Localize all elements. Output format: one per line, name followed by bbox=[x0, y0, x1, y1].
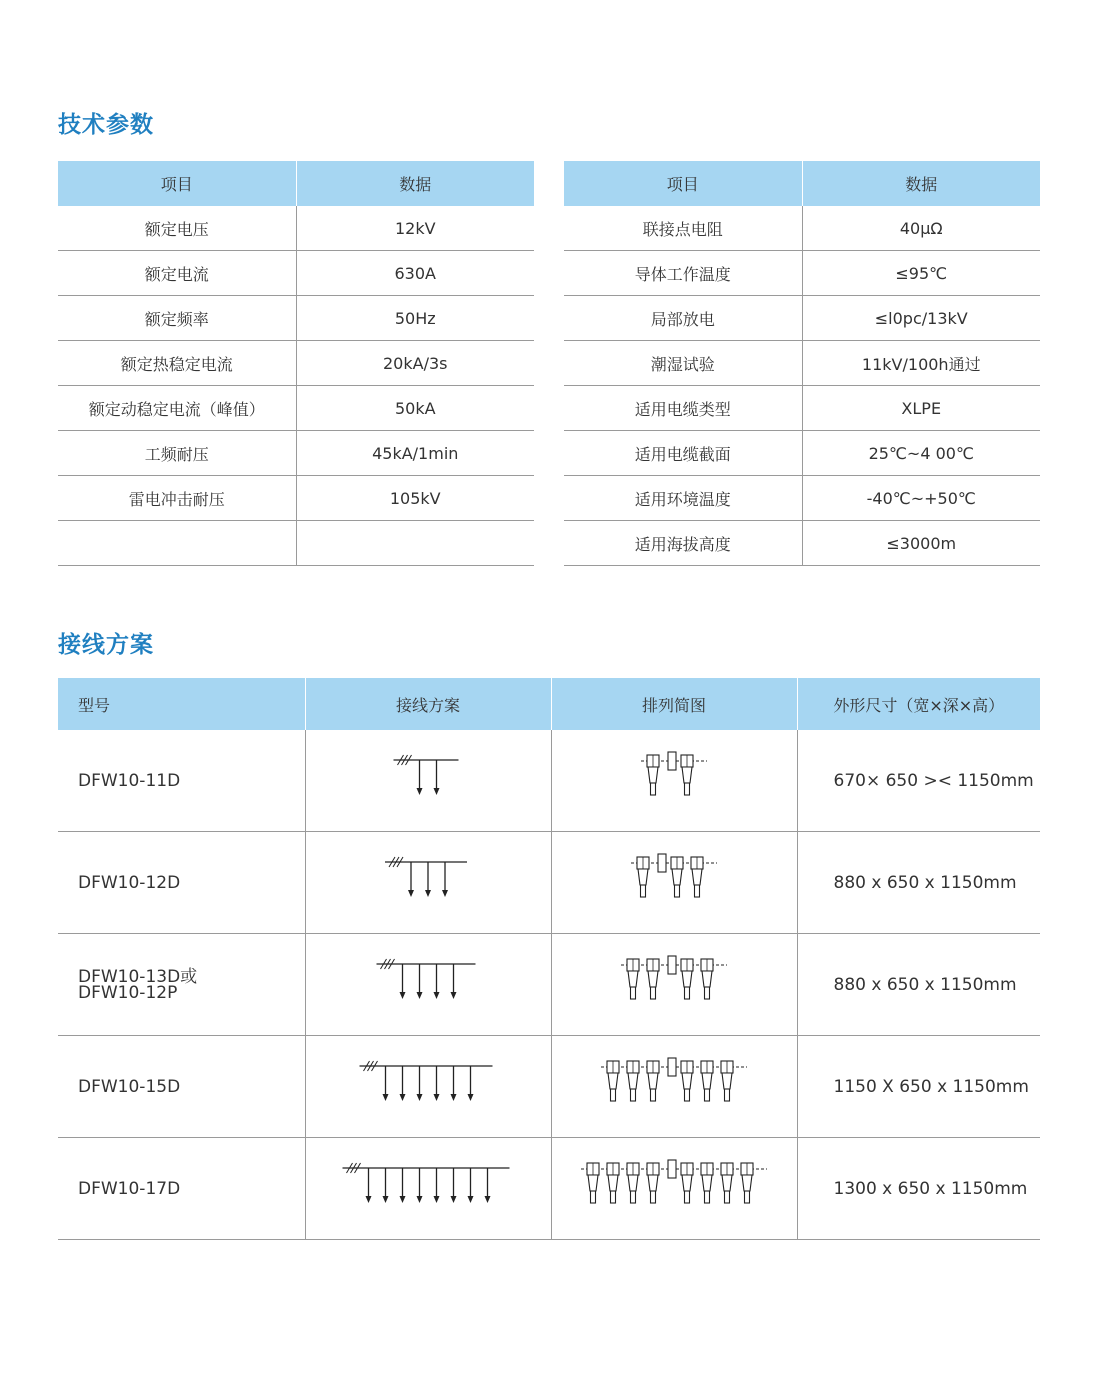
arrow-icon bbox=[383, 1094, 389, 1101]
table-row bbox=[58, 206, 534, 251]
cable-termination bbox=[682, 1073, 692, 1089]
bushing-block bbox=[668, 752, 676, 770]
dimension-cell bbox=[797, 730, 1040, 832]
cable-termination bbox=[672, 869, 682, 885]
col-header-model: 型号 bbox=[58, 678, 305, 730]
param-name: 额定电流 bbox=[58, 251, 296, 296]
param-name: 工频耐压 bbox=[58, 431, 296, 476]
arrow-icon bbox=[417, 992, 423, 999]
wiring-diagram bbox=[328, 952, 528, 1012]
param-name: 适用电缆类型 bbox=[564, 386, 802, 431]
wiring-diagram bbox=[328, 1156, 528, 1216]
param-value: 20kA/3s bbox=[296, 341, 534, 386]
table-row bbox=[564, 386, 1040, 431]
param-value bbox=[296, 521, 534, 566]
tech-params-title: 技术参数 bbox=[58, 112, 154, 138]
col-header-wiring: 接线方案 bbox=[305, 678, 551, 730]
layout-diagram bbox=[559, 743, 789, 813]
cable-lug bbox=[705, 1191, 710, 1203]
dimension-value: 1150 X 650 x 1150mm bbox=[833, 1076, 1029, 1097]
tech-params-table-left bbox=[58, 161, 534, 566]
arrow-icon bbox=[417, 788, 423, 795]
arrow-icon bbox=[408, 890, 414, 897]
cable-termination bbox=[648, 767, 658, 783]
dimension-cell bbox=[797, 1036, 1040, 1138]
cable-termination bbox=[638, 869, 648, 885]
cable-termination bbox=[682, 971, 692, 987]
param-value: 40μΩ bbox=[802, 206, 1040, 251]
param-value: 11kV/100h通过 bbox=[802, 341, 1040, 386]
table-row bbox=[564, 476, 1040, 521]
layout-diagram bbox=[559, 1151, 789, 1221]
cable-termination bbox=[648, 971, 658, 987]
param-value: 630A bbox=[296, 251, 534, 296]
cable-lug bbox=[705, 1089, 710, 1101]
cable-termination bbox=[692, 869, 702, 885]
arrow-icon bbox=[451, 1196, 457, 1203]
arrow-icon bbox=[417, 1094, 423, 1101]
wiring-scheme-title: 接线方案 bbox=[58, 632, 154, 658]
layout-diagram-cell bbox=[551, 730, 797, 832]
param-name: 额定频率 bbox=[58, 296, 296, 341]
param-name: 适用海拔高度 bbox=[564, 521, 802, 566]
cable-termination bbox=[742, 1175, 752, 1191]
wiring-scheme-table bbox=[58, 678, 1040, 1240]
table-row bbox=[58, 521, 534, 566]
wiring-diagram bbox=[328, 1054, 528, 1114]
cable-termination bbox=[608, 1175, 618, 1191]
param-name: 适用环境温度 bbox=[564, 476, 802, 521]
cable-termination bbox=[682, 767, 692, 783]
table-row bbox=[564, 206, 1040, 251]
layout-diagram-cell bbox=[551, 832, 797, 934]
table-row bbox=[58, 251, 534, 296]
col-header-layout: 排列简图 bbox=[551, 678, 797, 730]
cable-lug bbox=[611, 1191, 616, 1203]
arrow-icon bbox=[442, 890, 448, 897]
table-row bbox=[58, 1036, 1040, 1138]
cable-termination bbox=[702, 971, 712, 987]
param-name: 导体工作温度 bbox=[564, 251, 802, 296]
col-header-dimensions: 外形尺寸（宽×深×高） bbox=[797, 678, 1040, 730]
cable-lug bbox=[651, 783, 656, 795]
cable-termination bbox=[648, 1073, 658, 1089]
wiring-diagram-cell bbox=[305, 1138, 551, 1240]
param-value: ≤3000m bbox=[802, 521, 1040, 566]
model-label: DFW10-15D bbox=[78, 1076, 181, 1097]
cable-lug bbox=[651, 1191, 656, 1203]
cable-lug bbox=[685, 1191, 690, 1203]
cable-lug bbox=[591, 1191, 596, 1203]
model-label: DFW10-13D或 bbox=[78, 966, 198, 987]
model-label: DFW10-12D bbox=[78, 872, 181, 893]
layout-diagram-cell bbox=[551, 1138, 797, 1240]
cable-termination bbox=[588, 1175, 598, 1191]
table-row bbox=[564, 296, 1040, 341]
cable-termination bbox=[648, 1175, 658, 1191]
wiring-diagram bbox=[328, 748, 528, 808]
cable-lug bbox=[705, 987, 710, 999]
table-row bbox=[58, 341, 534, 386]
cable-lug bbox=[725, 1089, 730, 1101]
layout-diagram bbox=[559, 947, 789, 1017]
col-header-data: 数据 bbox=[802, 161, 1040, 206]
model-label: DFW10-17D bbox=[78, 1178, 181, 1199]
param-value: ≤l0pc/13kV bbox=[802, 296, 1040, 341]
param-value: 50Hz bbox=[296, 296, 534, 341]
table-row bbox=[58, 296, 534, 341]
arrow-icon bbox=[468, 1094, 474, 1101]
cable-termination bbox=[608, 1073, 618, 1089]
col-header-item: 项目 bbox=[58, 161, 296, 206]
col-header-data: 数据 bbox=[296, 161, 534, 206]
arrow-icon bbox=[451, 992, 457, 999]
arrow-icon bbox=[366, 1196, 372, 1203]
wiring-diagram-cell bbox=[305, 934, 551, 1036]
dimension-value: 670× 650 >< 1150mm bbox=[833, 770, 1034, 791]
param-value: -40℃~+50℃ bbox=[802, 476, 1040, 521]
layout-diagram bbox=[559, 845, 789, 915]
arrow-icon bbox=[425, 890, 431, 897]
cable-termination bbox=[628, 971, 638, 987]
wiring-diagram bbox=[328, 850, 528, 910]
tech-params-table-right bbox=[564, 161, 1040, 566]
cable-lug bbox=[611, 1089, 616, 1101]
cable-termination bbox=[682, 1175, 692, 1191]
param-value: 45kA/1min bbox=[296, 431, 534, 476]
table-row bbox=[564, 521, 1040, 566]
arrow-icon bbox=[434, 992, 440, 999]
param-name bbox=[58, 521, 296, 566]
table-row bbox=[58, 832, 1040, 934]
cable-lug bbox=[745, 1191, 750, 1203]
cable-termination bbox=[722, 1073, 732, 1089]
arrow-icon bbox=[383, 1196, 389, 1203]
param-value: 105kV bbox=[296, 476, 534, 521]
wiring-diagram-cell bbox=[305, 730, 551, 832]
cable-termination bbox=[702, 1073, 712, 1089]
cable-lug bbox=[685, 987, 690, 999]
cable-lug bbox=[651, 987, 656, 999]
dimension-value: 1300 x 650 x 1150mm bbox=[833, 1178, 1028, 1199]
cable-lug bbox=[675, 885, 680, 897]
arrow-icon bbox=[400, 992, 406, 999]
layout-diagram-cell bbox=[551, 1036, 797, 1138]
model-label-alt: DFW10-12P bbox=[78, 982, 178, 1003]
col-header-item: 项目 bbox=[564, 161, 802, 206]
arrow-icon bbox=[400, 1094, 406, 1101]
table-row bbox=[58, 476, 534, 521]
param-name: 联接点电阻 bbox=[564, 206, 802, 251]
param-name: 潮湿试验 bbox=[564, 341, 802, 386]
arrow-icon bbox=[400, 1196, 406, 1203]
table-row bbox=[58, 1138, 1040, 1240]
cable-lug bbox=[631, 1089, 636, 1101]
arrow-icon bbox=[451, 1094, 457, 1101]
dimension-cell bbox=[797, 934, 1040, 1036]
layout-diagram-cell bbox=[551, 934, 797, 1036]
table-row bbox=[564, 341, 1040, 386]
param-value: 12kV bbox=[296, 206, 534, 251]
bushing-block bbox=[668, 1160, 676, 1178]
dimension-value: 880 x 650 x 1150mm bbox=[833, 872, 1017, 893]
table-row bbox=[564, 251, 1040, 296]
cable-lug bbox=[695, 885, 700, 897]
model-label: DFW10-11D bbox=[78, 770, 181, 791]
param-name: 适用电缆截面 bbox=[564, 431, 802, 476]
cable-lug bbox=[725, 1191, 730, 1203]
dimension-cell bbox=[797, 832, 1040, 934]
cable-lug bbox=[631, 1191, 636, 1203]
param-name: 额定热稳定电流 bbox=[58, 341, 296, 386]
model-cell bbox=[58, 934, 305, 1036]
model-cell bbox=[58, 1138, 305, 1240]
arrow-icon bbox=[434, 1094, 440, 1101]
param-name: 局部放电 bbox=[564, 296, 802, 341]
arrow-icon bbox=[434, 788, 440, 795]
dimension-value: 880 x 650 x 1150mm bbox=[833, 974, 1017, 995]
cable-termination bbox=[702, 1175, 712, 1191]
bushing-block bbox=[658, 854, 666, 872]
param-value: 25℃~4 00℃ bbox=[802, 431, 1040, 476]
cable-lug bbox=[631, 987, 636, 999]
param-value: 50kA bbox=[296, 386, 534, 431]
table-row bbox=[58, 431, 534, 476]
arrow-icon bbox=[485, 1196, 491, 1203]
bushing-block bbox=[668, 956, 676, 974]
wiring-diagram-cell bbox=[305, 832, 551, 934]
param-name: 额定电压 bbox=[58, 206, 296, 251]
arrow-icon bbox=[468, 1196, 474, 1203]
cable-lug bbox=[685, 783, 690, 795]
cable-lug bbox=[641, 885, 646, 897]
table-row bbox=[58, 934, 1040, 1036]
param-value: XLPE bbox=[802, 386, 1040, 431]
model-cell bbox=[58, 1036, 305, 1138]
model-cell bbox=[58, 832, 305, 934]
cable-lug bbox=[685, 1089, 690, 1101]
wiring-diagram-cell bbox=[305, 1036, 551, 1138]
param-name: 雷电冲击耐压 bbox=[58, 476, 296, 521]
model-cell bbox=[58, 730, 305, 832]
table-row bbox=[58, 386, 534, 431]
table-row bbox=[58, 730, 1040, 832]
dimension-cell bbox=[797, 1138, 1040, 1240]
param-name: 额定动稳定电流（峰值） bbox=[58, 386, 296, 431]
layout-diagram bbox=[559, 1049, 789, 1119]
cable-termination bbox=[628, 1175, 638, 1191]
arrow-icon bbox=[417, 1196, 423, 1203]
table-row bbox=[564, 431, 1040, 476]
bushing-block bbox=[668, 1058, 676, 1076]
arrow-icon bbox=[434, 1196, 440, 1203]
param-value: ≤95℃ bbox=[802, 251, 1040, 296]
cable-lug bbox=[651, 1089, 656, 1101]
cable-termination bbox=[722, 1175, 732, 1191]
cable-termination bbox=[628, 1073, 638, 1089]
